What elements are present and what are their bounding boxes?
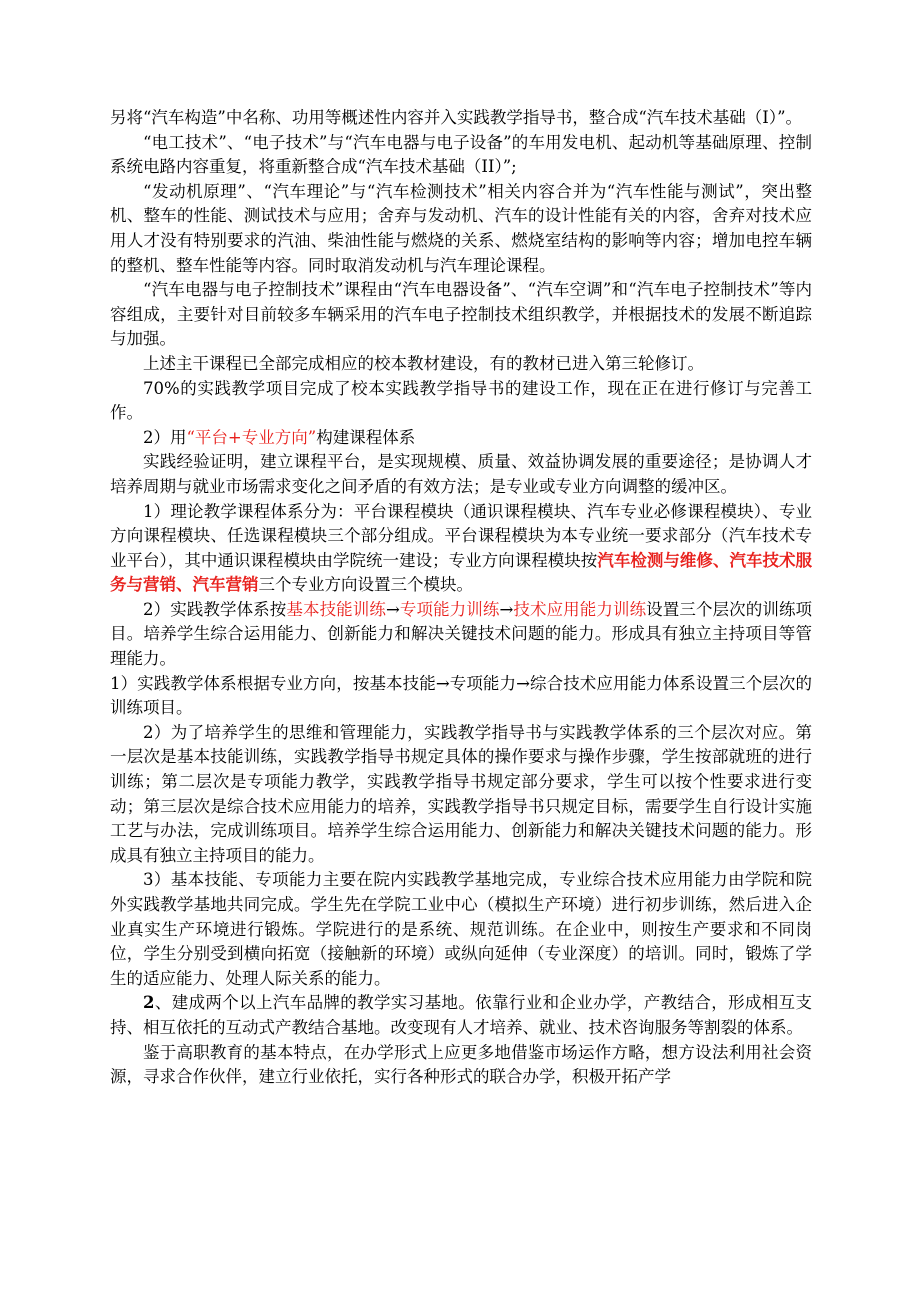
paragraph xyxy=(110,352,812,377)
text-run: 70%的实践教学项目完成了校本实践教学指导书的建设工作，现在正在进行修订与完善工作。 xyxy=(110,378,812,423)
text-run: 3）基本技能、专项能力主要在院内实践教学基地完成，专业综合技术应用能力由学院和院外实践教学基地共同完成。学生先在学院工业中心（模拟生产环境）进行初步训练，然后进入企业真实生产环境进行锻炼。学院进行的是系统、规范训练。在企业中，则按生产要求和不同岗位，学生分别受到横向拓宽（接触新的环境）或纵向延伸（专业深度）的培训。同时，锻炼了学生的适应能力、处理人际关系的能力。 xyxy=(110,870,812,988)
text-run: 2）用 xyxy=(143,427,187,447)
paragraph xyxy=(110,1041,812,1090)
text-run: “发动机原理”、“汽车理论”与“汽车检测技术”相关内容合并为“汽车性能与测试”，突出整机、整车的性能、测试技术与应用；舍弃与发动机、汽车的设计性能有关的内容，舍弃对技术应用人才没有特别要求的汽油、柴油性能与燃烧的关系、燃烧室结构的影响等内容；增加电控车辆的整机、整车性能等内容。同时取消发动机与汽车理论课程。 xyxy=(110,181,812,275)
text-run: 设置三个层次的训练项目。培养学生综合运用能力、创新能力和解决关键技术问题的能力。形成具有独立主持项目等管理能力。 xyxy=(110,599,813,669)
paragraph xyxy=(110,868,812,991)
paragraph xyxy=(110,106,812,131)
paragraph xyxy=(110,278,812,352)
paragraph xyxy=(110,426,812,451)
paragraph xyxy=(110,721,812,869)
text-run: 上述主干课程已全部完成相应的校本教材建设，有的教材已进入第三轮修订。 xyxy=(143,353,704,373)
paragraph xyxy=(110,991,812,1040)
text-run: → xyxy=(385,599,400,619)
text-run: 鉴于高职教育的基本特点，在办学形式上应更多地借鉴市场运作方略，想方设法利用社会资源，寻求合作伙伴，建立行业依托，实行各种形式的联合办学，积极开拓产学 xyxy=(110,1042,812,1087)
text-run: 实践经验证明，建立课程平台，是实现规模、质量、效益协调发展的重要途径；是协调人才培养周期与就业市场需求变化之间矛盾的有效方法；是专业或专业方向调整的缓冲区。 xyxy=(110,452,812,496)
paragraph xyxy=(110,598,812,672)
text-run: 三个专业方向设置三个模块。 xyxy=(258,575,473,595)
highlighted-text: 专项能力训练 xyxy=(399,599,500,619)
highlighted-text: 汽车检测与维修、汽车技术服务与营销、汽车营销 xyxy=(110,550,813,595)
text-run: 另将“汽车构造”中名称、功用等概述性内容并入实践教学指导书，整合成“汽车技术基础（I）”。 xyxy=(110,108,803,127)
paragraph xyxy=(110,672,812,721)
text-run: → xyxy=(499,599,514,619)
paragraph xyxy=(110,377,812,426)
text-run: 2）实践教学体系按 xyxy=(143,599,287,619)
text-run: 1）理论教学课程体系分为：平台课程模块（通识课程模块、汽车专业必修课程模块）、专业方向课程模块、任选课程模块三个部分组成。平台课程模块为本专业统一要求部分（汽车技术专业平台），其中通识课程模块由学院统一建设；专业方向课程模块按 xyxy=(110,501,812,570)
paragraph xyxy=(110,180,812,278)
text-run: “汽车电器与电子控制技术”课程由“汽车电器设备”、“汽车空调”和“汽车电子控制技术”等内容组成，主要针对目前较多车辆采用的汽车电子控制技术组织教学，并根据技术的发展不断追踪与加强。 xyxy=(110,280,812,349)
highlighted-text: 2 xyxy=(143,993,155,1013)
paragraph xyxy=(110,500,812,598)
highlighted-text: 技术应用能力训练 xyxy=(513,599,647,619)
highlighted-text: “平台+专业方向” xyxy=(186,427,317,447)
text-run: 1）实践教学体系根据专业方向，按基本技能→专项能力→综合技术应用能力体系设置三个层次的训练项目。 xyxy=(110,673,812,718)
paragraph xyxy=(110,131,812,180)
text-run: “电工技术”、“电子技术”与“汽车电器与电子设备”的车用发电机、起动机等基础原理、控制系统电路内容重复，将重新整合成“汽车技术基础（II）”; xyxy=(110,132,812,177)
text-run: 、建成两个以上汽车品牌的教学实习基地。依靠行业和企业办学，产教结合，形成相互支持、相互依托的互动式产教结合基地。改变现有人才培养、就业、技术咨询服务等割裂的体系。 xyxy=(110,993,812,1037)
paragraph xyxy=(110,450,812,499)
document-body xyxy=(110,106,812,1090)
text-run: 构建课程体系 xyxy=(316,427,416,447)
highlighted-text: 基本技能训练 xyxy=(286,599,386,619)
text-run: 2）为了培养学生的思维和管理能力，实践教学指导书与实践教学体系的三个层次对应。第一层次是基本技能训练，实践教学指导书规定具体的操作要求与操作步骤，学生按部就班的进行训练；第二层次是专项能力教学，实践教学指导书规定部分要求，学生可以按个性要求进行变动；第三层次是综合技术应用能力的培养，实践教学指导书只规定目标，需要学生自行设计实施工艺与办法，完成训练项目。培养学生综合运用能力、创新能力和解决关键技术问题的能力。形成具有独立主持项目的能力。 xyxy=(110,722,812,865)
